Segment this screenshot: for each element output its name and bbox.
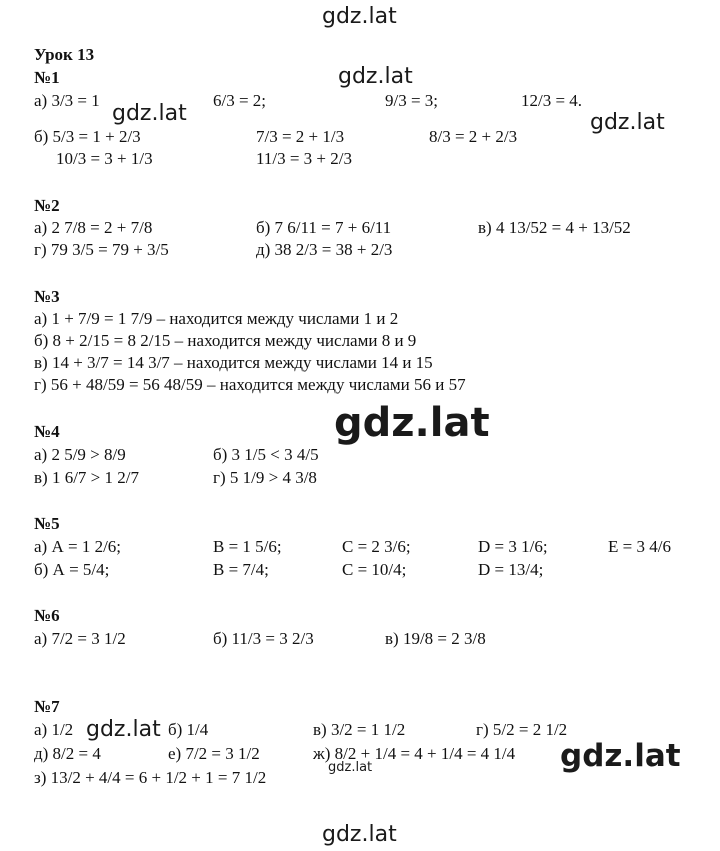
task-5-item: С = 10/4; — [342, 560, 407, 579]
task-4-item: в) 1 6/7 > 1 2/7 — [34, 468, 139, 487]
task-5-item: В = 7/4; — [213, 560, 269, 579]
task-1-heading: №1 — [34, 68, 60, 87]
task-7-item: ж) 8/2 + 1/4 = 4 + 1/4 = 4 1/4 — [313, 744, 516, 763]
watermark-small: gdz.lat — [328, 760, 373, 775]
task-4-item: г) 5 1/9 > 4 3/8 — [213, 468, 317, 487]
task-6-item: б) 11/3 = 3 2/3 — [213, 629, 314, 648]
task-7-item: д) 8/2 = 4 — [34, 744, 101, 763]
task-7-item: в) 3/2 = 1 1/2 — [313, 720, 406, 739]
task-5-item: D = 13/4; — [478, 560, 544, 579]
task-6-heading: №6 — [34, 606, 60, 625]
watermark-large: gdz.lat — [334, 400, 490, 446]
watermark: gdz.lat — [112, 101, 187, 126]
watermark: gdz.lat — [338, 64, 413, 89]
task-3-heading: №3 — [34, 287, 60, 306]
task-4-item: а) 2 5/9 > 8/9 — [34, 445, 126, 464]
watermark: gdz.lat — [590, 110, 665, 135]
task-5-item: D = 3 1/6; — [478, 537, 548, 556]
task-2-item: д) 38 2/3 = 38 + 2/3 — [256, 240, 393, 259]
task-2-item: в) 4 13/52 = 4 + 13/52 — [478, 218, 631, 237]
task-1-a-item: 12/3 = 4. — [521, 91, 583, 110]
task-1-b-item: 8/3 = 2 + 2/3 — [429, 127, 518, 146]
task-5-item: С = 2 3/6; — [342, 537, 411, 556]
task-1-a-item: 6/3 = 2; — [213, 91, 267, 110]
watermark-top: gdz.lat — [322, 4, 397, 29]
task-1-a-item: 9/3 = 3; — [385, 91, 439, 110]
task-2-heading: №2 — [34, 196, 60, 215]
task-7-item: з) 13/2 + 4/4 = 6 + 1/2 + 1 = 7 1/2 — [34, 768, 267, 787]
task-3-line: а) 1 + 7/9 = 1 7/9 – находится между числами 1 и 2 — [34, 309, 399, 328]
task-5-item: Е = 3 4/6 — [608, 537, 671, 556]
task-5-item: В = 1 5/6; — [213, 537, 282, 556]
task-6-item: а) 7/2 = 3 1/2 — [34, 629, 126, 648]
task-1-b-item: 7/3 = 2 + 1/3 — [256, 127, 345, 146]
task-3-line: б) 8 + 2/15 = 8 2/15 – находится между числами 8 и 9 — [34, 331, 417, 350]
task-5-item: а) А = 1 2/6; — [34, 537, 122, 556]
task-4-item: б) 3 1/5 < 3 4/5 — [213, 445, 319, 464]
task-1-c-item: 11/3 = 3 + 2/3 — [256, 149, 352, 168]
watermark: gdz.lat — [86, 717, 161, 742]
task-3-line: г) 56 + 48/59 = 56 48/59 – находится между числами 56 и 57 — [34, 375, 466, 394]
task-2-item: г) 79 3/5 = 79 + 3/5 — [34, 240, 169, 259]
task-1-b-item: б) 5/3 = 1 + 2/3 — [34, 127, 141, 146]
task-7-item: б) 1/4 — [168, 720, 209, 739]
task-1-a-item: а) 3/3 = 1 — [34, 91, 100, 110]
task-7-item: е) 7/2 = 3 1/2 — [168, 744, 260, 763]
lesson-title: Урок 13 — [34, 45, 95, 64]
task-2-item: а) 2 7/8 = 2 + 7/8 — [34, 218, 153, 237]
task-5-heading: №5 — [34, 514, 60, 533]
task-1-c-item: 10/3 = 3 + 1/3 — [56, 149, 153, 168]
task-4-heading: №4 — [34, 422, 60, 441]
watermark-large: gdz.lat — [560, 738, 681, 774]
task-7-heading: №7 — [34, 697, 60, 716]
task-7-item: а) 1/2 — [34, 720, 74, 739]
task-5-item: б) А = 5/4; — [34, 560, 110, 579]
task-3-line: в) 14 + 3/7 = 14 3/7 – находится между числами 14 и 15 — [34, 353, 433, 372]
task-6-item: в) 19/8 = 2 3/8 — [385, 629, 486, 648]
task-2-item: б) 7 6/11 = 7 + 6/11 — [256, 218, 392, 237]
watermark-bottom: gdz.lat — [322, 822, 397, 847]
task-7-item: г) 5/2 = 2 1/2 — [476, 720, 568, 739]
